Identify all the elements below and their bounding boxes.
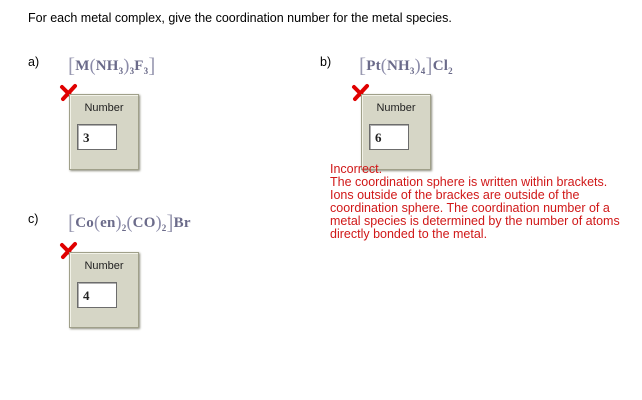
answer-input-c[interactable]: 4 (77, 282, 117, 308)
feedback-title: Incorrect. (330, 162, 383, 176)
part-b-formula: $[Pt(NH_3)_4]Cl_2$ (359, 53, 453, 77)
answer-box-b (361, 94, 431, 170)
part-c-label: c) (28, 212, 39, 226)
answer-field-label: Number (376, 102, 416, 114)
answer-field-label: Number (84, 260, 124, 272)
answer-box-c (69, 252, 139, 328)
feedback-body: The coordination sphere is written within brackets. Ions outside of the brackes are outside of the coordination sphere. The coordination number of a metal species is determined by the number of atoms directly bonded to the metal. (330, 175, 620, 241)
answer-box-a (69, 94, 139, 170)
part-b-label: b) (320, 55, 332, 69)
answer-input-a[interactable]: 3 (77, 124, 117, 150)
answer-field-label: Number (84, 102, 124, 114)
answer-input-b[interactable]: 6 (369, 124, 409, 150)
feedback-message (330, 163, 630, 241)
part-a-formula: $[M(NH_3)_3F_3]$ (68, 53, 156, 77)
part-a-label: a) (28, 55, 40, 69)
part-c-formula: $[Co(en)_2(CO)_2]Br$ (68, 210, 191, 234)
question-prompt: For each metal complex, give the coordination number for the metal species. (28, 11, 452, 25)
